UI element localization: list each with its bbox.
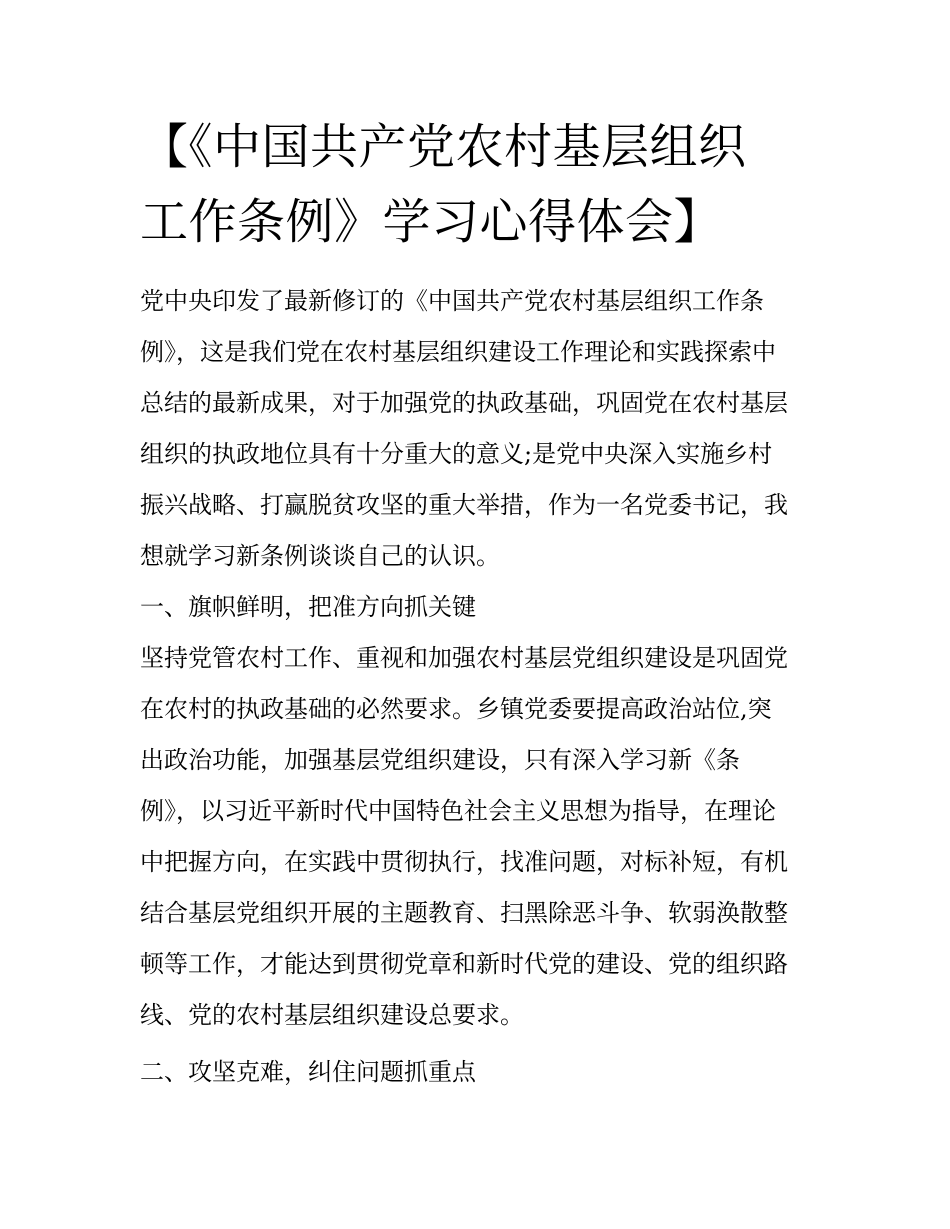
text-line: 中把握方向，在实践中贯彻执行，找准问题，对标补短，有机: [140, 848, 788, 876]
document-title: [140, 110, 820, 260]
paragraph-section-1: [140, 633, 830, 1041]
title-line: 【《中国共产党农村基层组织: [140, 119, 747, 175]
section-heading-1: 一、旗帜鲜明，把准方向抓关键: [140, 593, 476, 621]
text-line: 振兴战略、打赢脱贫攻坚的重大举措，作为一名党委书记，我: [140, 491, 788, 519]
section-heading-2: 二、攻坚克难，纠住问题抓重点: [140, 1058, 476, 1086]
text-line: 在农村的执政基础的必然要求。乡镇党委要提高政治站位,突: [140, 695, 772, 723]
text-line: 想就学习新条例谈谈自己的认识。: [140, 542, 500, 570]
title-line: 工作条例》学习心得体会】: [140, 194, 723, 250]
text-line: 总结的最新成果，对于加强党的执政基础，巩固党在农村基层: [140, 389, 788, 417]
paragraph-intro: [140, 276, 830, 582]
document-body: [140, 276, 830, 1098]
text-line: 顿等工作，才能达到贯彻党章和新时代党的建设、党的组织路: [140, 950, 788, 978]
text-line: 例》，这是我们党在农村基层组织建设工作理论和实践探索中: [140, 338, 776, 366]
text-line: 结合基层党组织开展的主题教育、扫黑除恶斗争、软弱涣散整: [140, 899, 788, 927]
text-line: 线、党的农村基层组织建设总要求。: [140, 1001, 524, 1029]
text-line: 坚持党管农村工作、重视和加强农村基层党组织建设是巩固党: [140, 644, 788, 672]
text-line: 组织的执政地位具有十分重大的意义;是党中央深入实施乡村: [140, 440, 773, 468]
text-line: 党中央印发了最新修订的《中国共产党农村基层组织工作条: [140, 287, 764, 315]
text-line: 例》，以习近平新时代中国特色社会主义思想为指导，在理论: [140, 797, 776, 825]
text-line: 出政治功能，加强基层党组织建设，只有深入学习新《条: [140, 746, 740, 774]
